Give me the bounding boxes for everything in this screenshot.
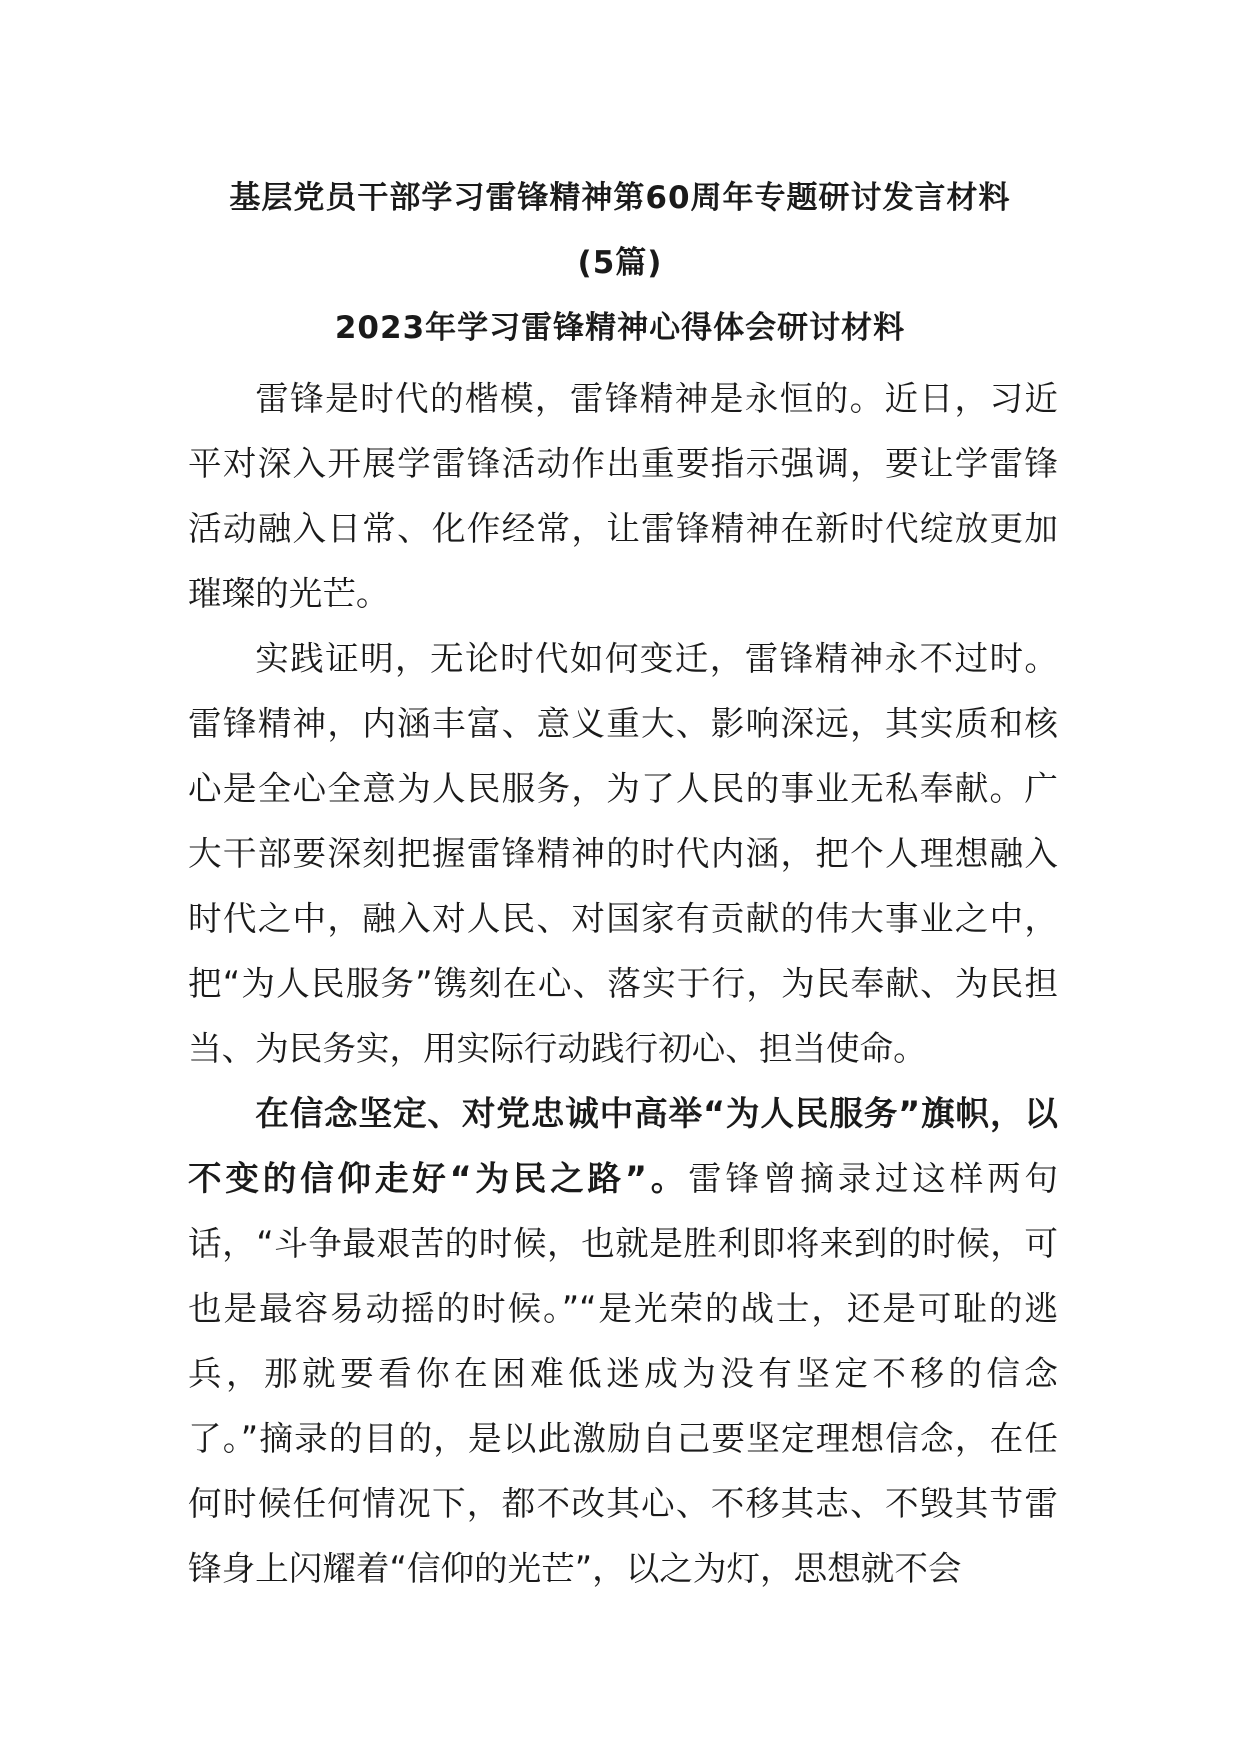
document-subtitle: 2023年学习雷锋精神心得体会研讨材料 (334, 310, 906, 346)
paragraph-3-text: 雷锋曾摘录过这样两句话，“斗争最艰苦的时候，也就是胜利即将来到的时候，可也是最容易动摇的时候。”“是光荣的战士，还是可耻的逃兵，那就要看你在困难低迷成为没有坚定不移的信念了。”摘录的目的，是以此激励自己要坚定理想信念，在任何时候任何情况下，都不改其心、不移其志、不毁其节雷锋身上闪耀着“信仰的光芒”，以之为灯，思想就不会 (188, 1159, 1058, 1588)
document-body (188, 366, 1058, 1601)
document-title-count: (5篇) (577, 245, 663, 281)
paragraph-1: 雷锋是时代的楷模，雷锋精神是永恒的。近日，习近平对深入开展学雷锋活动作出重要指示强调，要让学雷锋活动融入日常、化作经常，让雷锋精神在新时代绽放更加璀璨的光芒。 (188, 379, 1058, 613)
document-title: 基层党员干部学习雷锋精神第60周年专题研讨发言材料 (229, 180, 1011, 216)
paragraph-3 (188, 1081, 1058, 1601)
paragraph-2: 实践证明，无论时代如何变迁，雷锋精神永不过时。雷锋精神，内涵丰富、意义重大、影响深远，其实质和核心是全心全意为人民服务，为了人民的事业无私奉献。广大干部要深刻把握雷锋精神的时代内涵，把个人理想融入时代之中，融入对人民、对国家有贡献的伟大事业之中，把“为人民服务”镌刻在心、落实于行，为民奉献、为民担当、为民务实，用实际行动践行初心、担当使命。 (188, 639, 1058, 1068)
paragraph-3-bold-lead: 在信念坚定、对党忠诚中高举“为人民服务”旗帜，以不变的信仰走好“为民之路”。 (188, 1094, 1058, 1198)
